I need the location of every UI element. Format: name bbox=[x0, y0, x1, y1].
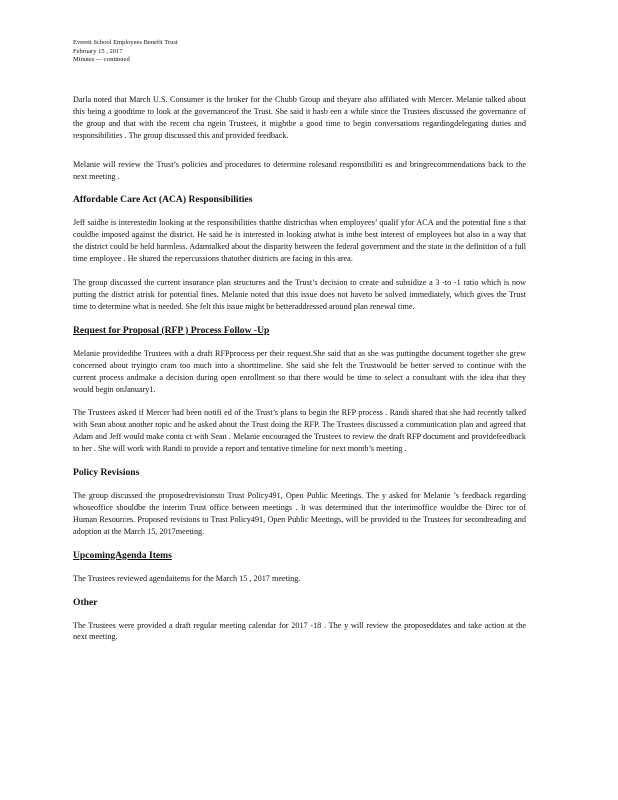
paragraph-plan-structures: The group discussed the current insurance plan structures and the Trust’s decision to create and subsidize a 3 -to -1 ratio which is now putting the district atrisk for potential fines. Melanie noted that this issue does not haveto be solved immediately, which gives the Trust time to determine what is needed. She felt this issue might be betteraddressed around plan renewal time. bbox=[73, 278, 526, 311]
paragraph-governance: Darla noted that March U.S. Consumer is the broker for the Chubb Group and theyare also affiliated with Mercer. Melanie talked about this being a goodtime to look at the governanceof the Trust. She said it hasb een a while since the Trustees discussed the governance of the group and that with the recent cha ngein Trustees, it mightbe a good time to begin conversations regardingdelegating duties and responsibilities . The group discussed this and provided feedback. bbox=[73, 95, 526, 140]
paragraph-rfp-mercer: The Trustees asked if Mercer had been notifi ed of the Trust’s plans to begin the RFP process . Randi shared that she had recently talked with Sean about another topic and he asked about the Trust doing the RFP. The Trustees discussed a communication plan and agreed that Adam and Jeff would make conta ct with Sean . Melanie encouraged the Trustees to review the draft RFP document and providefeedback to her . She will work with Randi to provide a report and tentative timeline for next month’s meeting . bbox=[73, 408, 526, 454]
header-continued: Minutes — continued bbox=[73, 56, 130, 63]
section-heading-other: Other bbox=[73, 596, 98, 608]
paragraph-policy-revisions: The group discussed the proposedrevisionsto Trust Policy491, Open Public Meetings. The y asked for Melanie ’s feedback regarding whoseoffice shouldbe the interim Trust office between meetings . It was determined that the interimoffice wouldbe the Direc tor of Human Resources. Proposed revisions to Trust Policy491, Open Public Meetings, will be provided to the Trustees for secondreading and adoption at the March 15, 2017meeting. bbox=[73, 491, 526, 536]
section-heading-aca: Affordable Care Act (ACA) Responsibilities bbox=[73, 194, 253, 206]
page-header bbox=[73, 39, 178, 65]
paragraph-policy-review: Melanie will review the Trust’s policies and procedures to determine rolesand responsibiliti es and bringrecommendations back to the next meeting . bbox=[73, 159, 526, 181]
paragraph-meeting-calendar: The Trustees were provided a draft regular meeting calendar for 2017 -18 . The y will review the proposeddates and take action at the next meeting. bbox=[73, 620, 526, 642]
paragraph-rfp-draft: Melanie providedthe Trustees with a draft RFPprocess per their request.She said that as she was puttingthe document together she grew concerned about tryingto cram too much into a shorttimeline. She said she felt the Trustwould be better served to continue with the current process andmake a decision during open enrollment so that there would be time to select a consultant with the idea that they would begin onJanuary1. bbox=[73, 348, 526, 394]
section-heading-policy: Policy Revisions bbox=[73, 467, 140, 479]
paragraph-agenda-items: The Trustees reviewed agendaitems for the March 15 , 2017 meeting. bbox=[73, 573, 301, 583]
paragraph-aca-responsibilities: Jeff saidhe is interestedin looking at the responsibilities thatthe districthas when employees’ qualif yfor ACA and the potential fine s that couldbe imposed against the district. He said he is interested in looking atwhat is inthe best interest of employees but also in a way that the district could be held harmless. Adamtalked about the disparity between the federal government and the state in the definition of a full time employee . He shared the repercussions thatother districts are facing in this area. bbox=[73, 218, 526, 264]
header-date: February 15 , 2017 bbox=[73, 47, 123, 55]
document-body bbox=[73, 94, 526, 643]
section-heading-rfp: Request for Proposal (RFP ) Process Follow -Up bbox=[73, 324, 270, 336]
section-heading-upcoming: UpcomingAgenda Items bbox=[73, 549, 172, 561]
header-organization: Everett School Employees Benefit Trust bbox=[73, 39, 178, 46]
